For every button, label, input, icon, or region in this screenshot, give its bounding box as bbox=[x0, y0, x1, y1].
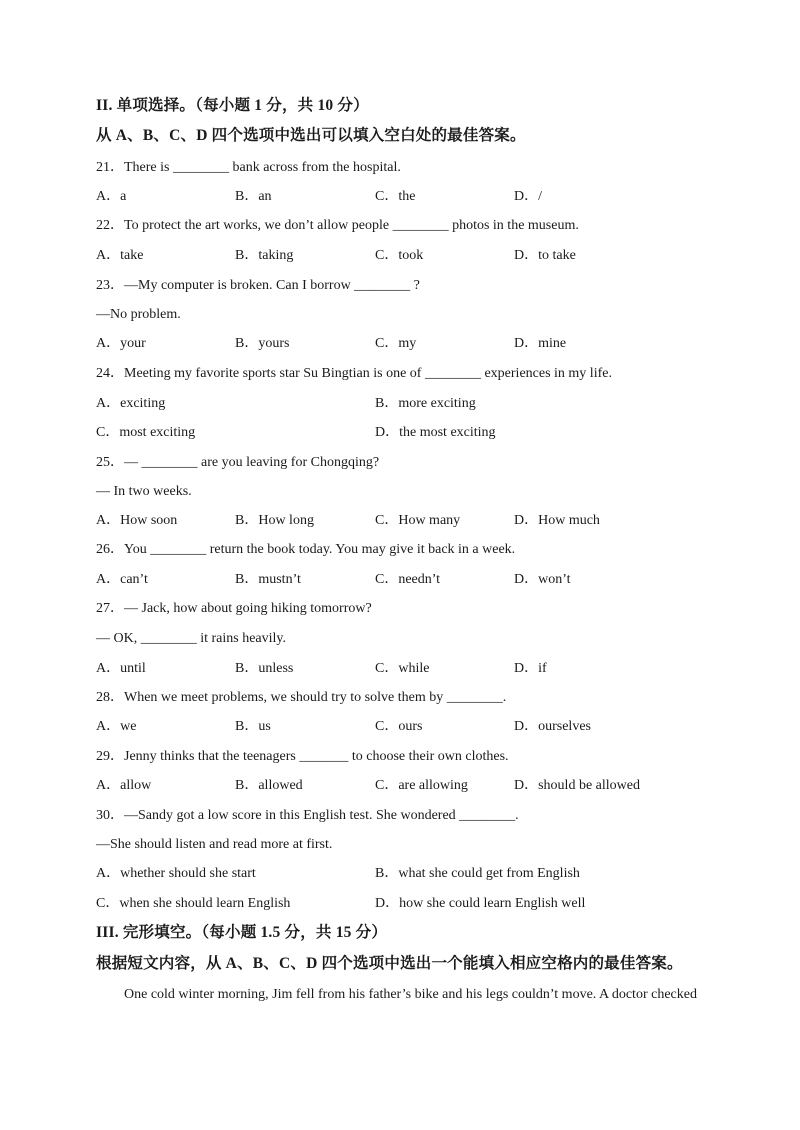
option-d[interactable]: D．ourselves bbox=[514, 719, 591, 734]
option-a[interactable]: A．whether should she start bbox=[96, 866, 256, 881]
option-c[interactable]: C．are allowing bbox=[375, 778, 468, 793]
question-24-options-row1 bbox=[96, 394, 696, 414]
option-c[interactable]: C．needn’t bbox=[375, 572, 441, 587]
option-c[interactable]: C．ours bbox=[375, 719, 423, 734]
option-a[interactable]: A．How soon bbox=[96, 513, 178, 528]
question-22-stem: 22．To protect the art works, we don’t allow people ________ photos in the museum. bbox=[96, 218, 579, 233]
option-d[interactable]: D．the most exciting bbox=[375, 425, 496, 440]
question-26-options bbox=[96, 570, 696, 590]
option-b[interactable]: B．more exciting bbox=[375, 396, 476, 411]
option-d[interactable]: D．mine bbox=[514, 336, 567, 351]
question-29-stem: 29．Jenny thinks that the teenagers _______ to choose their own clothes. bbox=[96, 749, 509, 764]
option-b[interactable]: B．yours bbox=[235, 336, 290, 351]
option-a[interactable]: A．we bbox=[96, 719, 137, 734]
option-b[interactable]: B．mustn’t bbox=[235, 572, 301, 587]
section-2-instruction: 从 A、B、C、D 四个选项中选出可以填入空白处的最佳答案。 bbox=[96, 127, 526, 144]
option-d[interactable]: D．how she could learn English well bbox=[375, 896, 586, 911]
question-21-stem: 21．There is ________ bank across from the hospital. bbox=[96, 160, 401, 175]
question-30-stem: 30．—Sandy got a low score in this English test. She wondered ________. bbox=[96, 808, 519, 823]
question-23-reply: —No problem. bbox=[96, 307, 181, 322]
cloze-paragraph: One cold winter morning, Jim fell from his father’s bike and his legs couldn’t move. A doctor checked bbox=[124, 987, 697, 1002]
option-b[interactable]: B．unless bbox=[235, 661, 294, 676]
question-28-options bbox=[96, 717, 696, 737]
option-c[interactable]: C．while bbox=[375, 661, 430, 676]
question-30-options-row1 bbox=[96, 864, 696, 884]
option-b[interactable]: B．How long bbox=[235, 513, 314, 528]
option-a[interactable]: A．take bbox=[96, 248, 144, 263]
question-28-stem: 28．When we meet problems, we should try to solve them by ________. bbox=[96, 690, 507, 705]
question-23-options bbox=[96, 334, 696, 354]
question-21-options bbox=[96, 187, 696, 207]
question-27-reply: — OK, ________ it rains heavily. bbox=[96, 631, 287, 646]
option-d[interactable]: D．How much bbox=[514, 513, 600, 528]
section-3-instruction: 根据短文内容，从 A、B、C、D 四个选项中选出一个能填入相应空格内的最佳答案。 bbox=[96, 955, 683, 972]
section-2-heading: II. 单项选择。（每小题 1 分，共 10 分） bbox=[96, 97, 369, 114]
question-27-options bbox=[96, 659, 696, 679]
section-3-heading: III. 完形填空。（每小题 1.5 分，共 15 分） bbox=[96, 924, 388, 941]
option-a[interactable]: A．can’t bbox=[96, 572, 148, 587]
option-c[interactable]: C．the bbox=[375, 189, 416, 204]
option-c[interactable]: C．most exciting bbox=[96, 425, 196, 440]
option-b[interactable]: B．what she could get from English bbox=[375, 866, 580, 881]
option-a[interactable]: A．your bbox=[96, 336, 146, 351]
option-b[interactable]: B．taking bbox=[235, 248, 294, 263]
question-29-options bbox=[96, 776, 696, 796]
question-25-stem: 25．— ________ are you leaving for Chongqing? bbox=[96, 455, 380, 470]
option-a[interactable]: A．until bbox=[96, 661, 146, 676]
question-24-stem: 24．Meeting my favorite sports star Su Bingtian is one of ________ experiences in my life. bbox=[96, 366, 612, 381]
option-c[interactable]: C．my bbox=[375, 336, 417, 351]
option-c[interactable]: C．when she should learn English bbox=[96, 896, 291, 911]
question-30-reply: —She should listen and read more at first. bbox=[96, 837, 333, 852]
question-30-options-row2 bbox=[96, 894, 696, 914]
option-c[interactable]: C．How many bbox=[375, 513, 461, 528]
question-25-options bbox=[96, 511, 696, 531]
option-a[interactable]: A．allow bbox=[96, 778, 152, 793]
option-b[interactable]: B．us bbox=[235, 719, 271, 734]
question-24-options-row2 bbox=[96, 423, 696, 443]
question-27-stem: 27．— Jack, how about going hiking tomorrow? bbox=[96, 601, 372, 616]
option-b[interactable]: B．allowed bbox=[235, 778, 303, 793]
question-22-options bbox=[96, 246, 696, 266]
option-d[interactable]: D．to take bbox=[514, 248, 576, 263]
option-a[interactable]: A．a bbox=[96, 189, 127, 204]
option-d[interactable]: D．should be allowed bbox=[514, 778, 640, 793]
question-26-stem: 26．You ________ return the book today. You may give it back in a week. bbox=[96, 542, 516, 557]
option-c[interactable]: C．took bbox=[375, 248, 424, 263]
option-b[interactable]: B．an bbox=[235, 189, 272, 204]
option-a[interactable]: A．exciting bbox=[96, 396, 166, 411]
option-d[interactable]: D．/ bbox=[514, 189, 542, 204]
question-25-reply: — In two weeks. bbox=[96, 484, 192, 499]
option-d[interactable]: D．if bbox=[514, 661, 547, 676]
question-23-stem: 23．—My computer is broken. Can I borrow ________ ? bbox=[96, 278, 420, 293]
option-d[interactable]: D．won’t bbox=[514, 572, 571, 587]
